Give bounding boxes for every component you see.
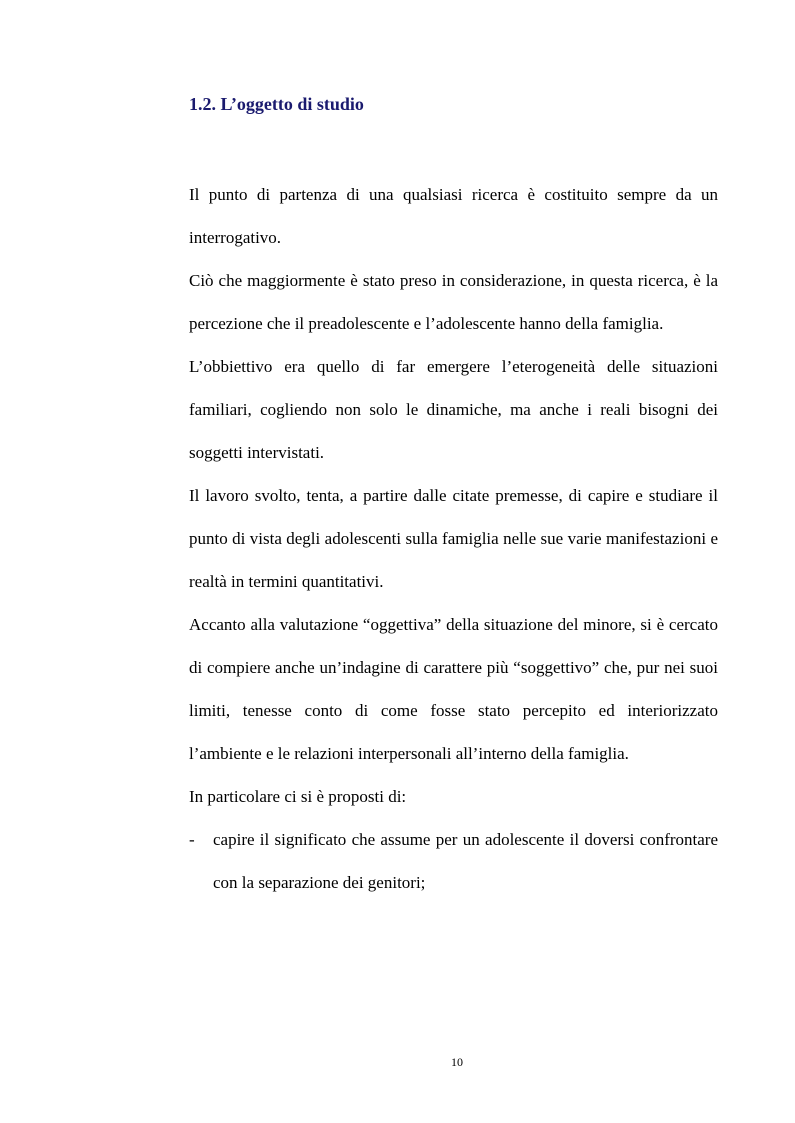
paragraph: In particolare ci si è proposti di: bbox=[189, 787, 407, 806]
paragraph: Il lavoro svolto, tenta, a partire dalle citate premesse, di capire e studiare il punto di vista degli adolescenti sulla famiglia nelle sue varie manifestazioni e realtà in termini quantitativi. bbox=[189, 486, 718, 591]
paragraph: L’obbiettivo era quello di far emergere l’eterogeneità delle situazioni familiari, cogliendo non solo le dinamiche, ma anche i reali bisogni dei soggetti intervistati. bbox=[189, 357, 718, 462]
paragraph: Ciò che maggiormente è stato preso in considerazione, in questa ricerca, è la percezione che il preadolescente e l’adolescente hanno della famiglia. bbox=[189, 271, 718, 333]
list-bullet-marker: - bbox=[189, 830, 195, 849]
paragraph: Il punto di partenza di una qualsiasi ricerca è costituito sempre da un interrogativo. bbox=[189, 185, 718, 247]
page-number: 10 bbox=[451, 1055, 463, 1069]
list-item-text: capire il significato che assume per un adolescente il doversi confrontare con la separazione dei genitori; bbox=[213, 830, 718, 892]
list-item bbox=[189, 818, 718, 904]
section-heading: 1.2. L’oggetto di studio bbox=[189, 94, 364, 114]
paragraph: Accanto alla valutazione “oggettiva” della situazione del minore, si è cercato di compiere anche un’indagine di carattere più “soggettivo” che, pur nei suoi limiti, tenesse conto di come fosse stato percepito ed interiorizzato l’ambiente e le relazioni interpersonali all’interno della famiglia. bbox=[189, 615, 718, 763]
body-text bbox=[189, 173, 718, 904]
